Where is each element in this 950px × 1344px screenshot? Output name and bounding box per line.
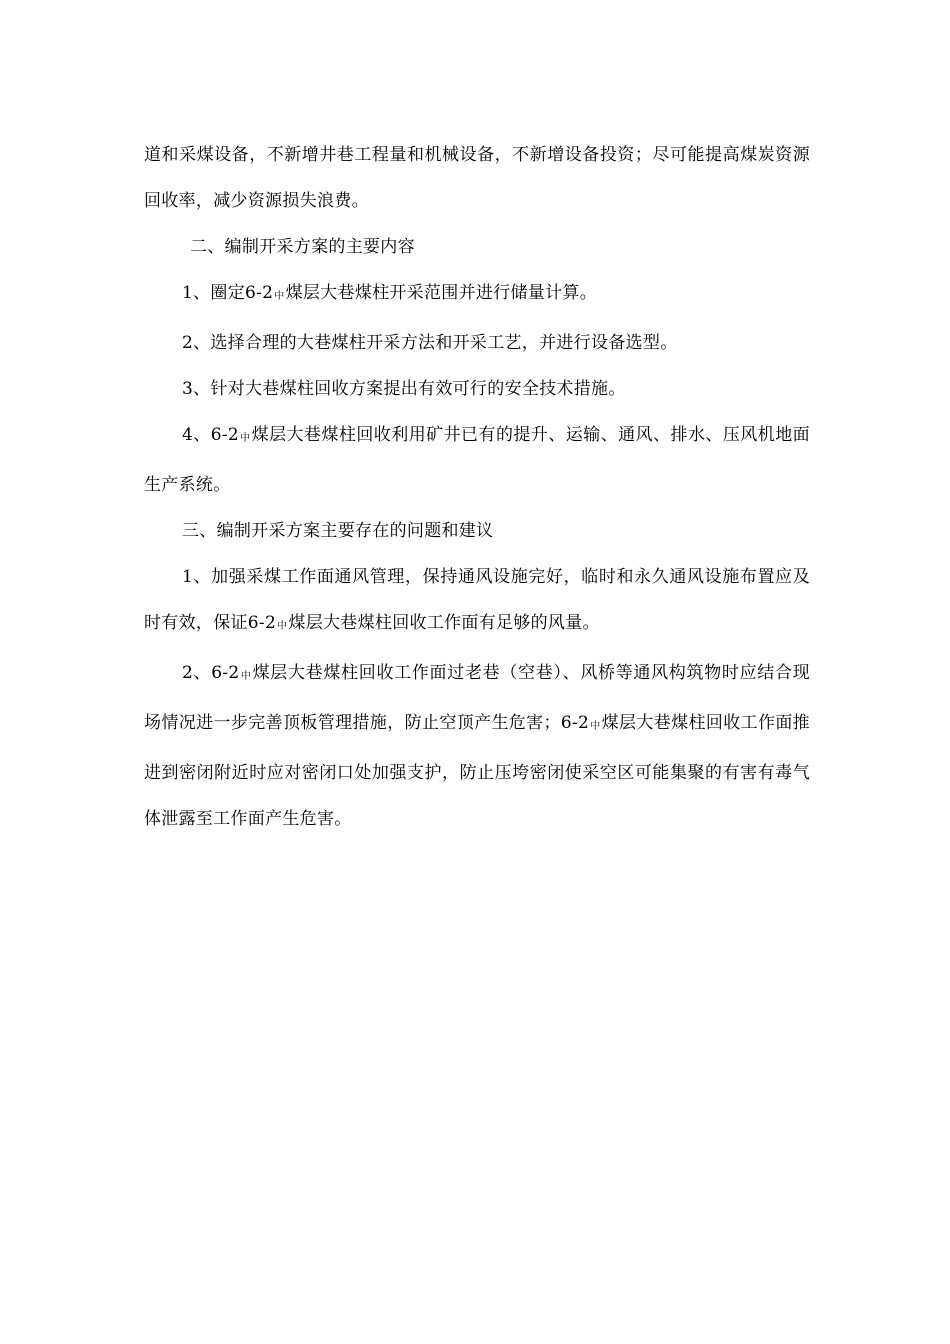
paragraph-text: 4、6-2	[182, 425, 239, 445]
paragraph-text: 煤层大巷煤柱回收利用矿井已有的提升、运输、通风、排水、压风机地面生产系统。	[144, 425, 810, 495]
list-item-2	[144, 320, 810, 366]
paragraph-text: 道和采煤设备，不新增井巷工程量和机械设备，不新增设备投资；尽可能提高煤炭资源回收率，减少资源损失浪费。	[144, 145, 810, 211]
section-heading-2	[144, 224, 810, 270]
list-item-4	[144, 412, 810, 508]
paragraph-text: 3、针对大巷煤柱回收方案提出有效可行的安全技术措施。	[182, 379, 626, 399]
subscript-text: 中	[277, 621, 288, 632]
paragraph-continuation	[144, 132, 810, 224]
paragraph-text: 煤层大巷煤柱回收工作面有足够的风量。	[288, 613, 600, 633]
heading-text: 三、编制开采方案主要存在的问题和建议	[182, 521, 494, 541]
paragraph-text: 煤层大巷煤柱回收工作面推进到密闭附近时应对密闭口处加强支护，防止压垮密闭使采空区可能集聚的有害有毒气体泄露至工作面产生危害。	[144, 713, 810, 829]
subscript-text: 中	[240, 671, 252, 682]
section-heading-3	[144, 508, 810, 554]
heading-text: 二、编制开采方案的主要内容	[190, 237, 415, 257]
paragraph-text: 2、6-2	[182, 663, 240, 683]
paragraph-text: 煤层大巷煤柱开采范围并进行储量计算。	[285, 283, 598, 303]
subscript-text: 中	[590, 721, 601, 732]
list-item-3	[144, 366, 810, 412]
paragraph-text: 2、选择合理的大巷煤柱开采方法和开采工艺，并进行设备选型。	[182, 333, 678, 353]
paragraph-text: 1、加强采煤工作面通风管理，保持通风设施完好，临时和永久通风设施布置应及时有效，保证6-2	[144, 567, 810, 633]
subscript-text: 中	[240, 433, 251, 444]
list-item-1	[144, 270, 810, 320]
suggestion-item-1	[144, 554, 810, 650]
subscript-text: 中	[274, 291, 285, 302]
document-body	[144, 132, 810, 842]
suggestion-item-2	[144, 650, 810, 842]
paragraph-text: 煤层大巷煤柱回收工作面过老巷（空巷）、风桥等通风构筑物时应结合现场情况进一步完善顶板管理措施，防止空顶产生危害；6-2	[144, 663, 810, 733]
paragraph-text: 1、圈定6-2	[182, 283, 274, 303]
